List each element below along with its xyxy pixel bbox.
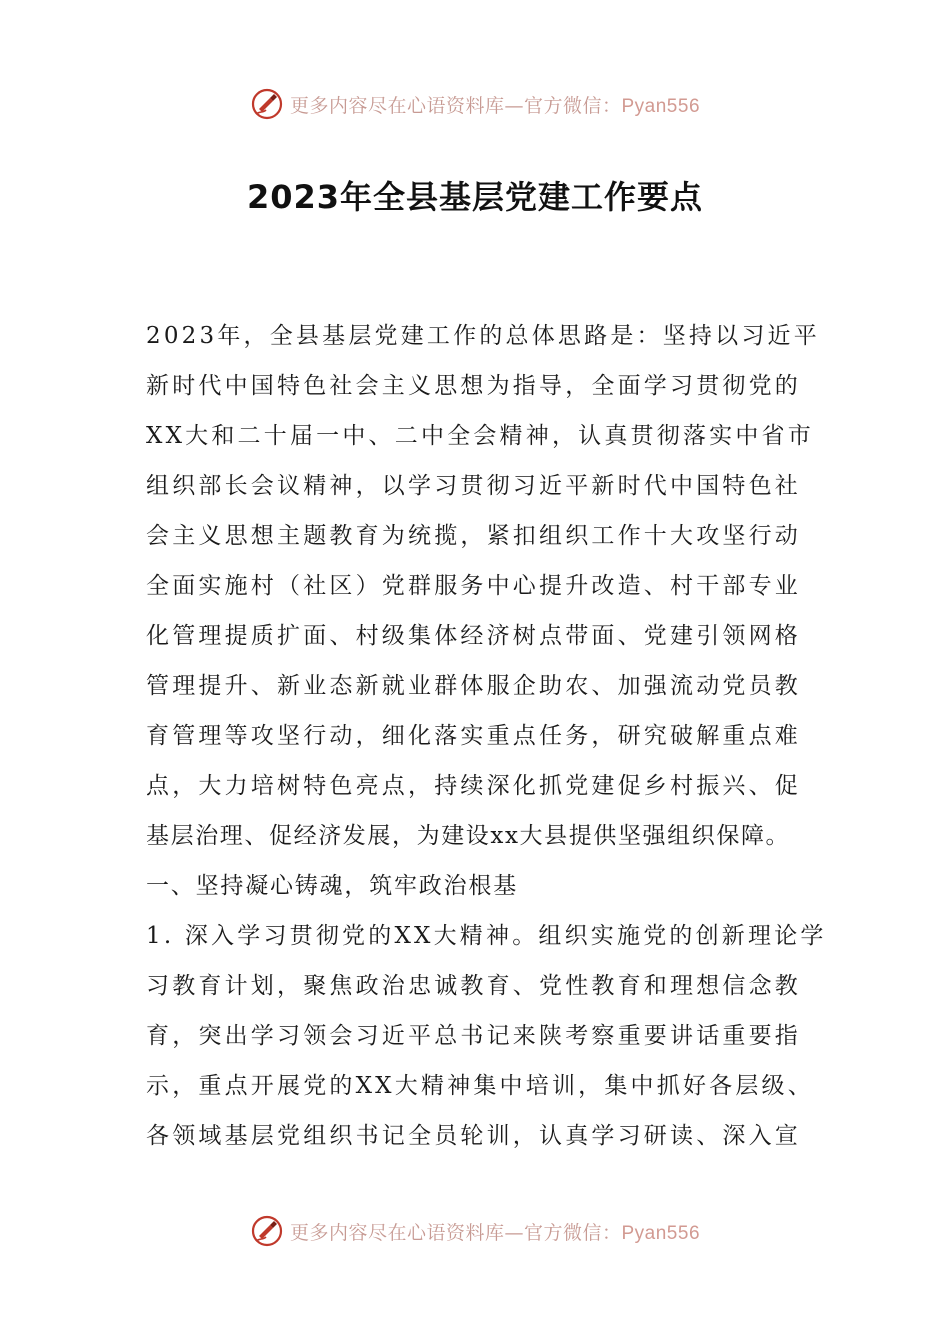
body-line: 习教育计划，聚焦政治忠诚教育、党性教育和理想信念教 <box>146 973 801 999</box>
watermark-wechat-id: Pyan556 <box>621 1222 701 1244</box>
body-line: 育，突出学习领会习近平总书记来陕考察重要讲话重要指 <box>146 1023 801 1049</box>
pen-logo-icon <box>250 87 284 121</box>
body-line: 管理提升、新业态新就业群体服企助农、加强流动党员教 <box>146 673 801 699</box>
body-line: 新时代中国特色社会主义思想为指导，全面学习贯彻党的 <box>146 373 801 399</box>
watermark-label: 更多内容尽在心语资料库—官方微信： <box>289 94 622 117</box>
body-line: 化管理提质扩面、村级集体经济树点带面、党建引领网格 <box>146 623 801 649</box>
watermark-text <box>290 1218 700 1245</box>
body-line: 2023年，全县基层党建工作的总体思路是：坚持以习近平 <box>146 323 820 349</box>
watermark-footer <box>0 1211 950 1251</box>
body-line: XX大和二十届一中、二中全会精神，认真贯彻落实中省市 <box>146 423 814 449</box>
body-line: 全面实施村（社区）党群服务中心提升改造、村干部专业 <box>146 573 801 599</box>
document-title: 2023年全县基层党建工作要点 <box>246 178 704 216</box>
watermark-text <box>290 91 700 118</box>
body-line: 示，重点开展党的XX大精神集中培训，集中抓好各层级、 <box>146 1073 814 1099</box>
watermark-label: 更多内容尽在心语资料库—官方微信： <box>289 1221 622 1244</box>
body-line: 点，大力培树特色亮点，持续深化抓党建促乡村振兴、促 <box>146 773 801 799</box>
body-line: 组织部长会议精神，以学习贯彻习近平新时代中国特色社 <box>146 473 801 499</box>
watermark-header <box>0 84 950 124</box>
section-heading: 一、坚持凝心铸魂，筑牢政治根基 <box>146 873 518 899</box>
body-line: 育管理等攻坚行动，细化落实重点任务，研究破解重点难 <box>146 723 801 749</box>
document-body <box>146 311 827 1161</box>
pen-logo-icon <box>250 1214 284 1248</box>
body-line: 1. 深入学习贯彻党的XX大精神。组织实施党的创新理论学 <box>146 923 827 949</box>
body-line: 会主义思想主题教育为统揽，紧扣组织工作十大攻坚行动 <box>146 523 801 549</box>
body-line: 基层治理、促经济发展，为建设xx大县提供坚强组织保障。 <box>146 823 791 849</box>
body-line: 各领域基层党组织书记全员轮训，认真学习研读、深入宣 <box>146 1123 801 1149</box>
watermark-wechat-id: Pyan556 <box>621 95 701 117</box>
